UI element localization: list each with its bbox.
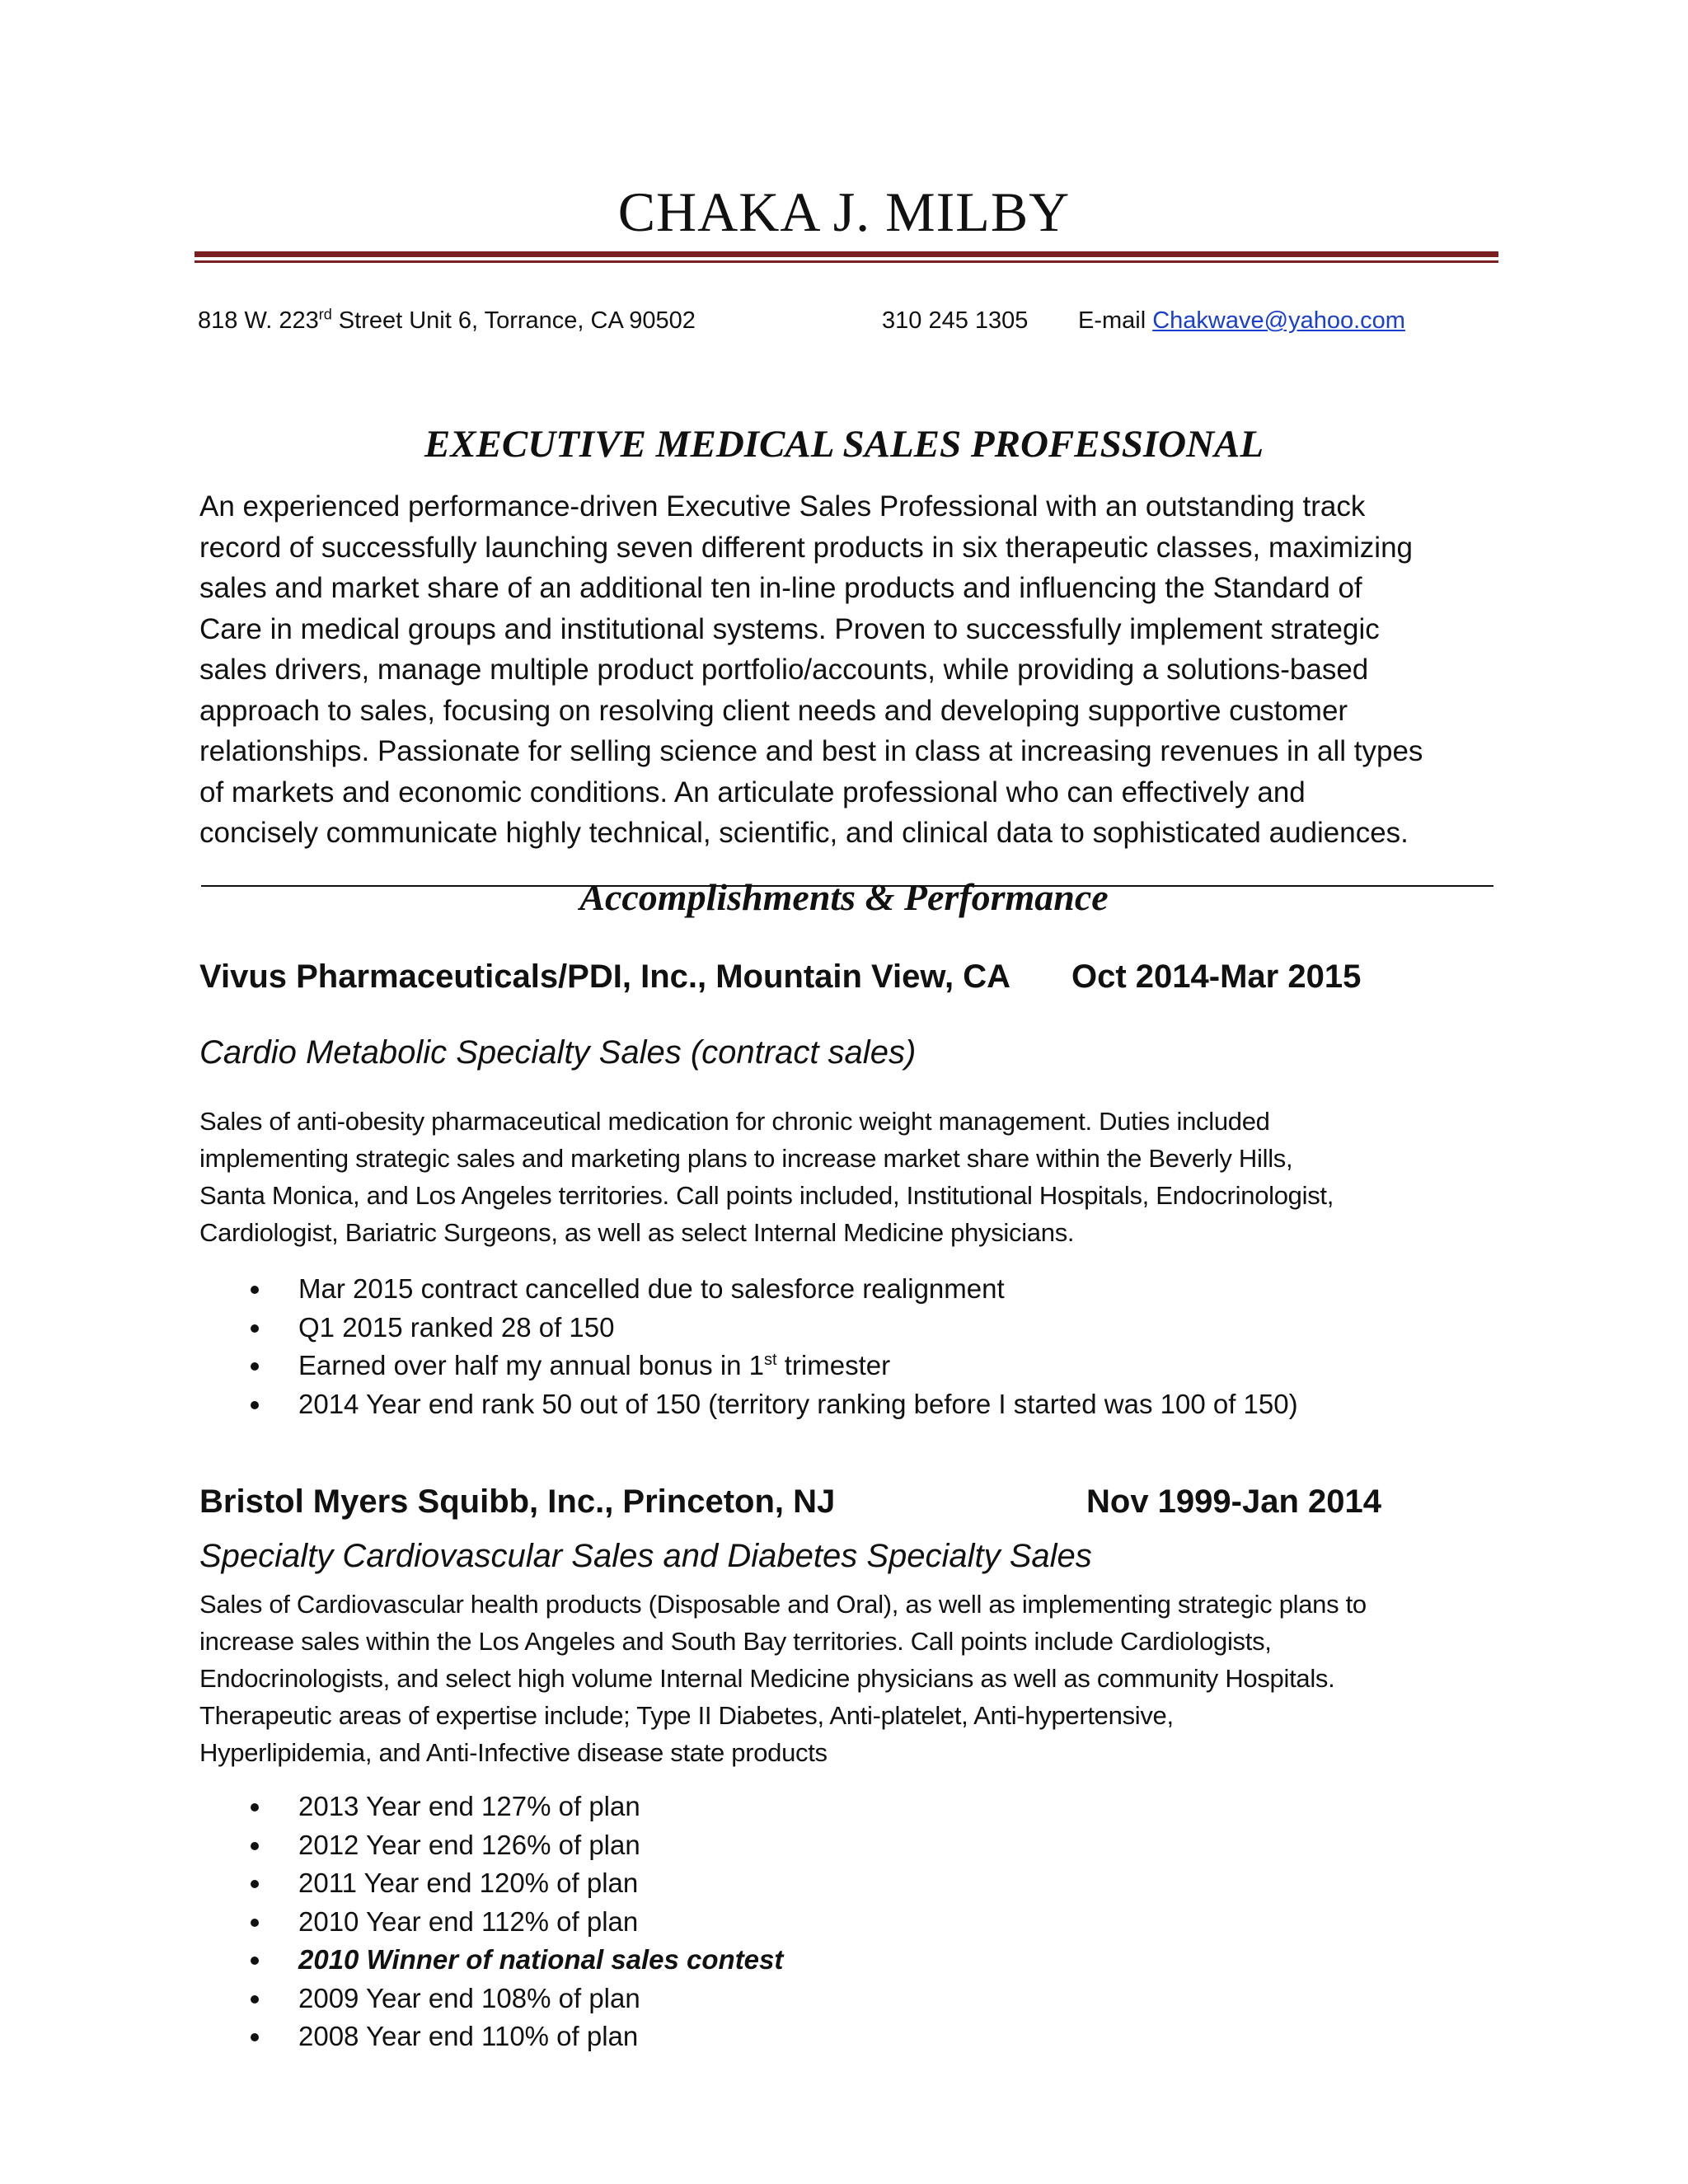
list-item: 2013 Year end 127% of plan [239, 1788, 783, 1826]
contact-email: E-mail Chakwave@yahoo.com [1078, 307, 1405, 334]
description-line: Hyperlipidemia, and Anti-Infective disease state products [199, 1738, 828, 1767]
section-title: Accomplishments & Performance [579, 876, 1109, 918]
summary-line: Care in medical groups and institutional systems. Proven to successfully implement strategic [199, 612, 1380, 645]
summary-line: An experienced performance-driven Executive Sales Professional with an outstanding track [199, 490, 1366, 523]
list-item: 2010 Winner of national sales contest [239, 1941, 783, 1980]
contact-address: 818 W. 223rd Street Unit 6, Torrance, CA 90502 [198, 306, 696, 334]
job-company: Bristol Myers Squibb, Inc., Princeton, NJ [199, 1483, 836, 1520]
summary-line: sales and market share of an additional ten in-line products and influencing the Standard of [199, 572, 1362, 604]
headline: EXECUTIVE MEDICAL SALES PROFESSIONAL [424, 423, 1264, 466]
job-bullets [239, 1270, 1298, 1423]
email-link[interactable]: Chakwave@yahoo.com [1152, 307, 1405, 334]
job-title: Cardio Metabolic Specialty Sales (contract sales) [199, 1034, 917, 1071]
list-item: Earned over half my annual bonus in 1st trimester [239, 1347, 1298, 1385]
header-rule-thick [195, 251, 1498, 257]
job-description [199, 1103, 1535, 1251]
description-line: Therapeutic areas of expertise include; Type II Diabetes, Anti-platelet, Anti-hypertensive, [199, 1701, 1174, 1730]
list-item: 2012 Year end 126% of plan [239, 1826, 783, 1865]
description-line: Sales of Cardiovascular health products (Disposable and Oral), as well as implementing strategic plans to [199, 1590, 1367, 1619]
description-line: Endocrinologists, and select high volume Internal Medicine physicians as well as community Hospitals. [199, 1664, 1335, 1693]
list-item: Mar 2015 contract cancelled due to salesforce realignment [239, 1270, 1298, 1309]
description-line: implementing strategic sales and marketing plans to increase market share within the Beverly Hills, [199, 1144, 1293, 1173]
job-bullets [239, 1788, 783, 2056]
list-item: 2010 Year end 112% of plan [239, 1903, 783, 1942]
candidate-name: CHAKA J. MILBY [617, 180, 1071, 243]
contact-phone: 310 245 1305 [882, 307, 1029, 334]
description-line: Santa Monica, and Los Angeles territories. Call points included, Institutional Hospitals, Endocrinologist, [199, 1181, 1334, 1210]
job-dates: Oct 2014-Mar 2015 [1071, 958, 1362, 995]
list-item: Q1 2015 ranked 28 of 150 [239, 1309, 1298, 1347]
list-item: 2011 Year end 120% of plan [239, 1864, 783, 1903]
list-item: 2009 Year end 108% of plan [239, 1980, 783, 2018]
job-company: Vivus Pharmaceuticals/PDI, Inc., Mountain View, CA [199, 958, 1011, 995]
description-line: increase sales within the Los Angeles and South Bay territories. Call points include Cardiologists, [199, 1627, 1272, 1656]
header-rule-thin [195, 260, 1498, 263]
job-title: Specialty Cardiovascular Sales and Diabetes Specialty Sales [199, 1538, 1092, 1574]
job-dates: Nov 1999-Jan 2014 [1086, 1483, 1382, 1520]
list-item: 2014 Year end rank 50 out of 150 (territory ranking before I started was 100 of 150) [239, 1385, 1298, 1424]
summary-line: sales drivers, manage multiple product portfolio/accounts, while providing a solutions-based [199, 654, 1369, 686]
description-line: Cardiologist, Bariatric Surgeons, as well as select Internal Medicine physicians. [199, 1218, 1075, 1247]
summary-line: record of successfully launching seven different products in six therapeutic classes, maximizing [199, 531, 1413, 564]
list-item: 2008 Year end 110% of plan [239, 2018, 783, 2056]
summary-line: of markets and economic conditions. An articulate professional who can effectively and [199, 776, 1306, 808]
summary-line: concisely communicate highly technical, scientific, and clinical data to sophisticated audiences. [199, 817, 1409, 849]
summary-line: relationships. Passionate for selling science and best in class at increasing revenues in all types [199, 735, 1423, 767]
summary [199, 486, 1518, 854]
job-description [199, 1586, 1535, 1771]
summary-line: approach to sales, focusing on resolving client needs and developing supportive customer [199, 694, 1348, 727]
description-line: Sales of anti-obesity pharmaceutical medication for chronic weight management. Duties included [199, 1107, 1270, 1136]
